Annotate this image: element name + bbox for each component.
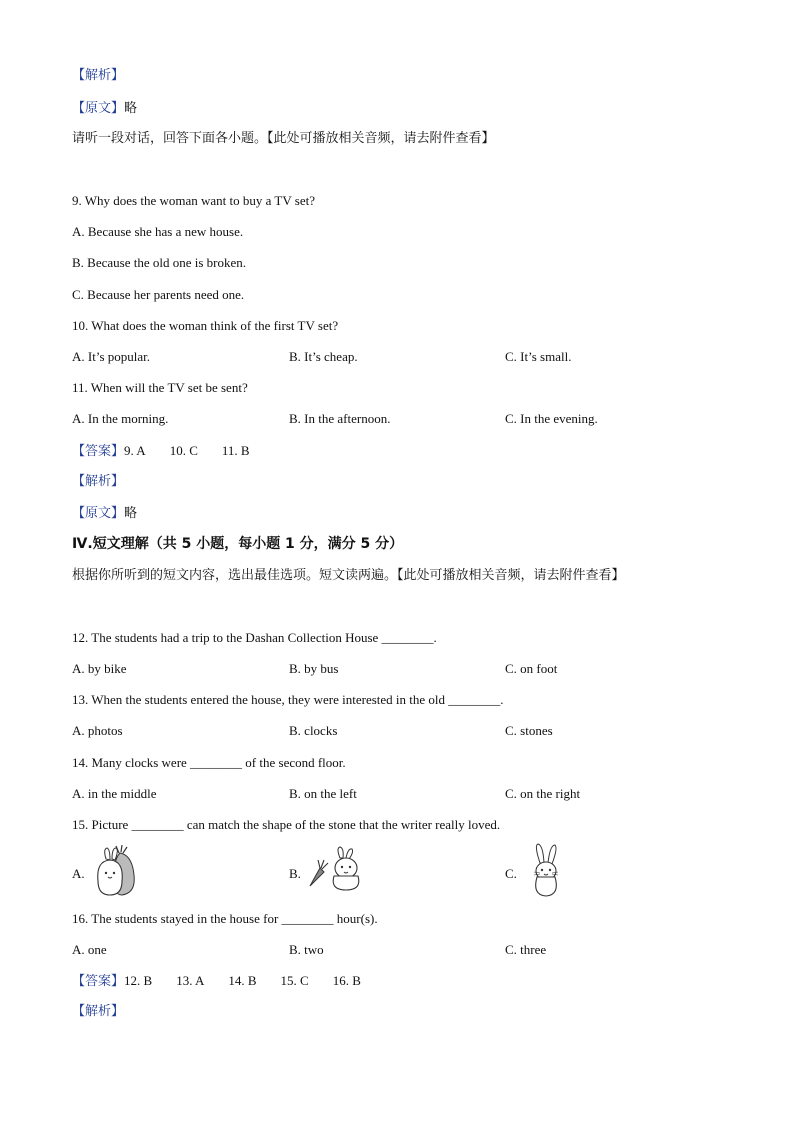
question-13-option-a: A. photos — [72, 723, 123, 738]
original-label-1: 【原文】 — [72, 101, 125, 116]
answer-item: 13. A — [176, 973, 205, 988]
original-label-2: 【原文】 — [72, 506, 125, 521]
question-13-stem: 13. When the students entered the house, they were interested in the old ________. — [72, 692, 504, 707]
original-line-1 — [72, 100, 137, 117]
answer-item: 14. B — [228, 973, 257, 988]
answer-item: 11. B — [221, 443, 250, 458]
question-13-option-c: C. stones — [505, 723, 553, 738]
rabbit-carrot-picture-a — [92, 845, 140, 897]
question-11-option-b: B. In the afternoon. — [289, 411, 391, 426]
question-12-option-a: A. by bike — [72, 661, 127, 676]
answer-label-1: 【答案】 — [72, 444, 125, 459]
question-15-stem: 15. Picture ________ can match the shape of the stone that the writer really loved. — [72, 817, 501, 832]
question-9-stem: 9. Why does the woman want to buy a TV set? — [72, 193, 315, 208]
question-11-stem: 11. When will the TV set be sent? — [72, 380, 248, 395]
question-10-option-b: B. It’s cheap. — [289, 349, 358, 364]
question-14-option-a: A. in the middle — [72, 786, 157, 801]
question-12-option-b: B. by bus — [289, 661, 339, 676]
question-16-option-a: A. one — [72, 942, 107, 957]
answer-label-2: 【答案】 — [72, 974, 125, 989]
question-14-option-c: C. on the right — [505, 786, 581, 801]
question-15-option-a: A. — [72, 866, 85, 881]
question-12-stem: 12. The students had a trip to the Dashan Collection House ________. — [72, 630, 437, 645]
answer-item: 16. B — [332, 973, 361, 988]
instruction-1: 请听一段对话，回答下面各小题。【此处可播放相关音频，请去附件查看】 — [72, 131, 495, 146]
question-16-option-c: C. three — [505, 942, 547, 957]
analysis-label-3: 【解析】 — [72, 1004, 125, 1019]
question-9-option-b: B. Because the old one is broken. — [72, 255, 247, 270]
question-10-option-a: A. It’s popular. — [72, 349, 150, 364]
answer-line-2 — [72, 973, 385, 990]
analysis-label-2: 【解析】 — [72, 474, 125, 489]
original-text-1: 略 — [124, 101, 138, 116]
question-16-option-b: B. two — [289, 942, 324, 957]
answer-line-1 — [72, 443, 274, 460]
question-11-option-a: A. In the morning. — [72, 411, 169, 426]
question-12-option-c: C. on foot — [505, 661, 558, 676]
question-13-option-b: B. clocks — [289, 723, 338, 738]
question-10-stem: 10. What does the woman think of the first TV set? — [72, 318, 339, 333]
rabbit-with-carrot-icon — [306, 846, 366, 892]
question-14-stem: 14. Many clocks were ________ of the second floor. — [72, 755, 346, 770]
instruction-2: 根据你所听到的短文内容，选出最佳选项。短文读两遍。【此处可播放相关音频，请去附件查看】 — [72, 568, 625, 583]
question-9-option-c: C. Because her parents need one. — [72, 287, 245, 302]
sitting-rabbit-icon — [526, 843, 566, 899]
question-9-option-a: A. Because she has a new house. — [72, 224, 244, 239]
rabbit-picture-c — [526, 843, 566, 899]
rabbit-hugging-carrot-icon — [92, 845, 140, 897]
question-15-option-c: C. — [505, 866, 517, 881]
question-10-option-c: C. It’s small. — [505, 349, 572, 364]
answer-item: 15. C — [280, 973, 309, 988]
answer-item: 12. B — [124, 973, 153, 988]
answer-item: 9. A — [124, 443, 146, 458]
section-heading: Ⅳ.短文理解（共 5 小题，每小题 1 分，满分 5 分） — [72, 536, 404, 552]
question-15-option-b: B. — [289, 866, 301, 881]
question-11-option-c: C. In the evening. — [505, 411, 598, 426]
rabbit-carrot-picture-b — [306, 846, 366, 892]
answer-item: 10. C — [169, 443, 198, 458]
original-text-2: 略 — [124, 506, 138, 521]
question-14-option-b: B. on the left — [289, 786, 357, 801]
question-16-stem: 16. The students stayed in the house for ________ hour(s). — [72, 911, 378, 926]
original-line-2 — [72, 505, 137, 522]
analysis-label-1: 【解析】 — [72, 68, 125, 83]
